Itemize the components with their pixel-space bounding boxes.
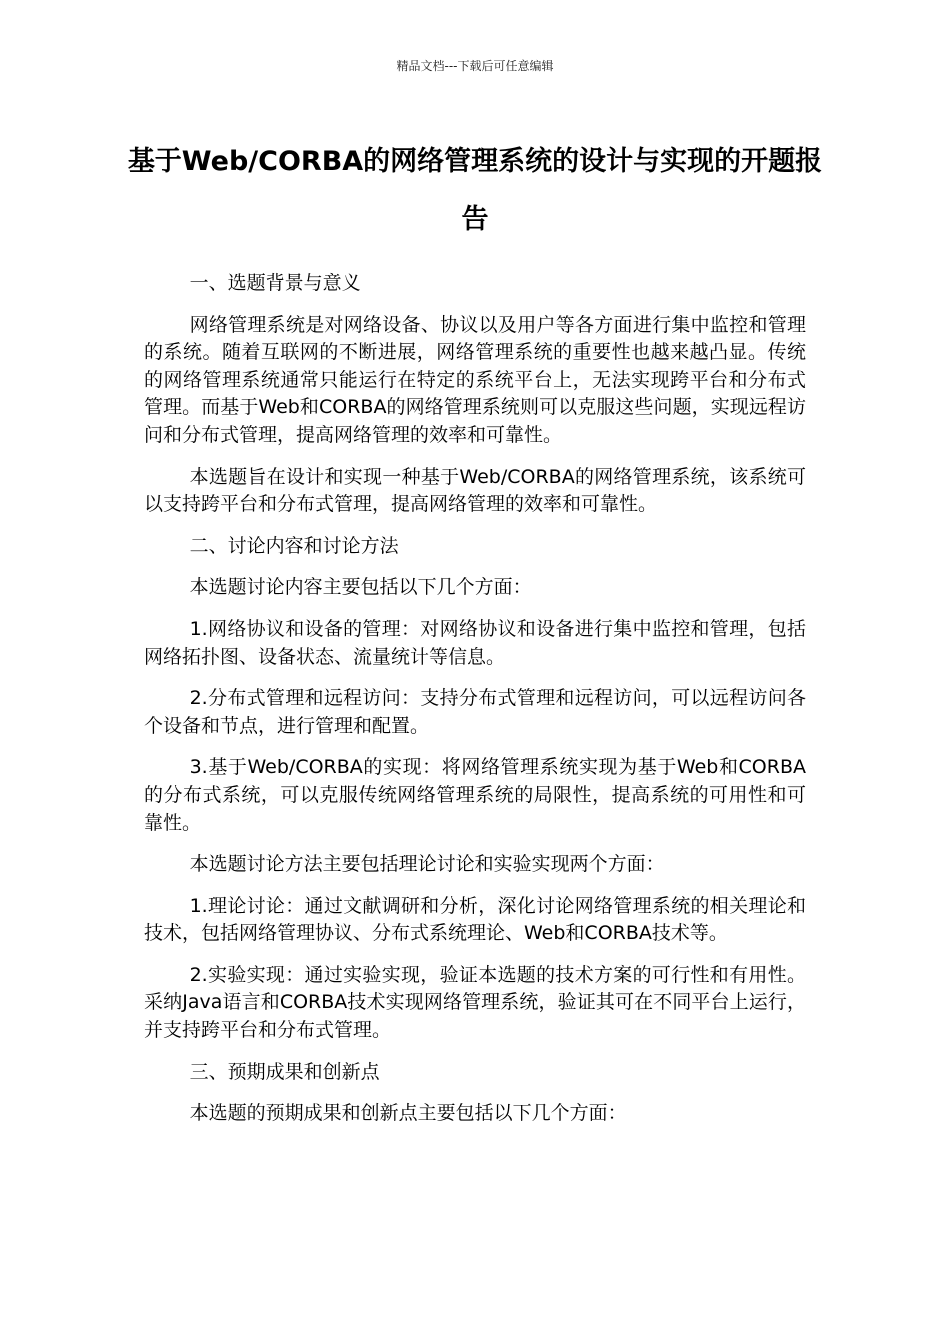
paragraph-content-intro: 本选题讨论内容主要包括以下几个方面： — [189, 576, 532, 599]
paragraph-purpose: 本选题旨在设计和实现一种基于Web/CORBA的网络管理系统，该系统可以支持跨平台和分布式管理，提高网络管理的效率和可靠性。 — [144, 465, 806, 516]
list-item-content-1: 1.网络协议和设备的管理：对网络协议和设备进行集中监控和管理，包括网络拓扑图、设备状态、流量统计等信息。 — [144, 617, 806, 668]
list-item-content-3: 3.基于Web/CORBA的实现：将网络管理系统实现为基于Web和CORBA的分布式系统，可以克服传统网络管理系统的局限性，提高系统的可用性和可靠性。 — [144, 756, 806, 834]
list-item-method-2: 2.实验实现：通过实验实现，验证本选题的技术方案的可行性和有用性。采纳Java语言和CORBA技术实现网络管理系统，验证其可在不同平台上运行，并支持跨平台和分布式管理。 — [144, 963, 806, 1042]
list-item-method-1: 1.理论讨论：通过文献调研和分析，深化讨论网络管理系统的相关理论和技术，包括网络管理协议、分布式系统理论、Web和CORBA技术等。 — [144, 894, 806, 945]
document-title: 基于Web/CORBA的网络管理系统的设计与实现的开题报告 — [127, 146, 823, 235]
list-item-content-2: 2.分布式管理和远程访问：支持分布式管理和远程访问，可以远程访问各个设备和节点，进行管理和配置。 — [144, 687, 806, 737]
section-heading-outcomes: 三、预期成果和创新点 — [189, 1060, 380, 1083]
paragraph-methods-intro: 本选题讨论方法主要包括理论讨论和实验实现两个方面： — [189, 853, 665, 876]
document-body — [144, 270, 806, 1142]
page-header: 精品文档---下载后可任意编辑 — [396, 59, 554, 73]
section-heading-background: 一、选题背景与意义 — [189, 272, 361, 294]
paragraph-background: 网络管理系统是对网络设备、协议以及用户等各方面进行集中监控和管理的系统。随着互联网的不断进展，网络管理系统的重要性也越来越凸显。传统的网络管理系统通常只能运行在特定的系统平台上，无法实现跨平台和分布式管理。而基于Web和CORBA的网络管理系统则可以克服这些问题，实现远程访问和分布式管理，提高网络管理的效率和可靠性。 — [144, 313, 806, 446]
section-heading-content-methods: 二、讨论内容和讨论方法 — [189, 534, 399, 557]
paragraph-outcomes-intro: 本选题的预期成果和创新点主要包括以下几个方面： — [189, 1102, 627, 1125]
